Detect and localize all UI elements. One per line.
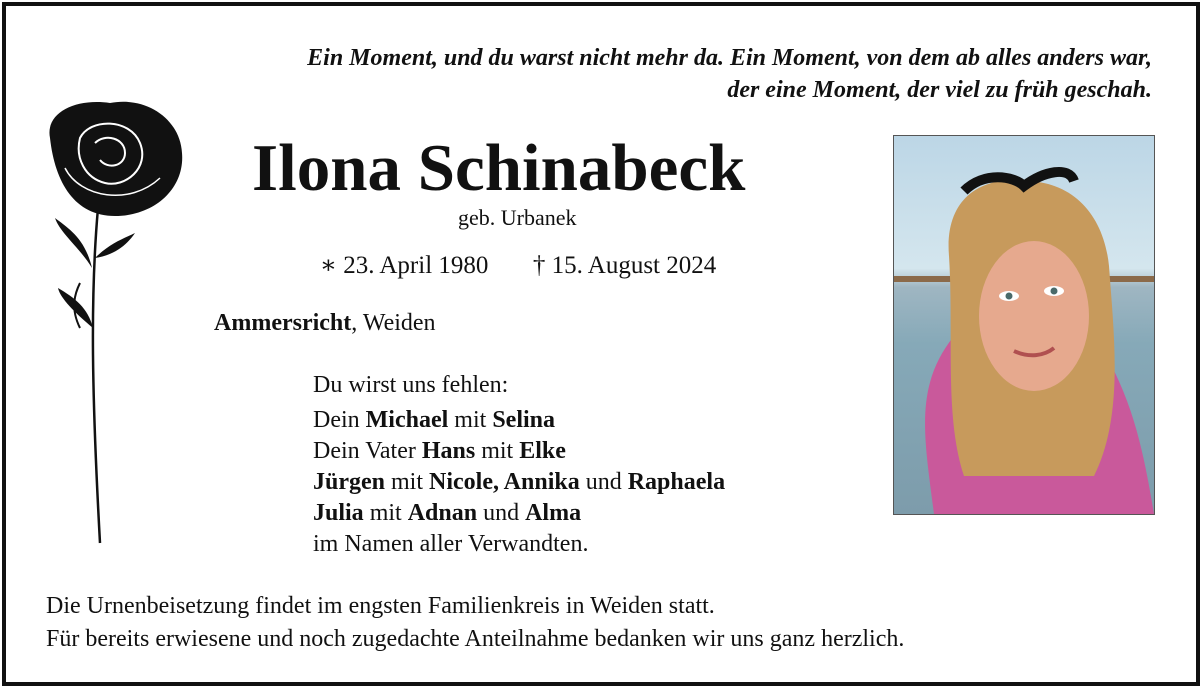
mourner-line <box>313 436 725 467</box>
death-symbol: † <box>532 252 546 279</box>
memorial-quote <box>307 42 1152 106</box>
mourner-name: Julia <box>313 500 364 526</box>
mourner-text: mit <box>385 469 430 495</box>
quote-line: der eine Moment, der viel zu früh geschah. <box>727 77 1152 103</box>
mourner-text: und <box>579 469 628 495</box>
burial-notice: Die Urnenbeisetzung findet im engsten Familienkreis in Weiden statt. <box>46 593 715 619</box>
residence <box>214 310 436 337</box>
mourner-text: mit <box>448 407 493 433</box>
mourner-name: Elke <box>519 438 566 464</box>
mourner-text: im Namen aller Verwandten. <box>313 531 589 557</box>
rose-icon <box>40 98 190 548</box>
thanks-notice: Für bereits erwiesene und noch zugedachte Anteilnahme bedanken wir uns ganz herzlich. <box>46 626 905 652</box>
mourner-name: Adnan <box>407 500 478 526</box>
mourner-name: Alma <box>525 500 582 526</box>
mourner-name: Michael <box>365 407 449 433</box>
mourner-name: Jürgen <box>313 469 385 495</box>
mourner-line <box>313 467 725 498</box>
deceased-name: Ilona Schinabeck <box>252 131 746 205</box>
mourner-name: Raphaela <box>627 469 726 495</box>
mourners-list <box>313 370 725 560</box>
portrait-illustration <box>894 136 1154 514</box>
mourner-line <box>313 529 725 560</box>
mourner-name: Hans <box>421 438 476 464</box>
mourner-text: Dein Vater <box>313 438 422 464</box>
portrait-photo <box>893 135 1155 515</box>
mourner-text: und <box>477 500 526 526</box>
death-date: 15. August 2024 <box>551 252 717 279</box>
mourners-intro: Du wirst uns fehlen: <box>313 372 509 398</box>
mourner-name: Nicole, Annika <box>429 469 580 495</box>
mourner-text: mit <box>363 500 408 526</box>
closing-text <box>46 590 904 656</box>
birth-symbol: ∗ <box>320 252 337 279</box>
mourner-line <box>313 498 725 529</box>
mourner-text: mit <box>475 438 520 464</box>
birth-date: 23. April 1980 <box>343 252 489 279</box>
life-dates <box>320 250 716 280</box>
mourner-text: Dein <box>313 407 366 433</box>
mourner-line <box>313 405 725 436</box>
birth-name: geb. Urbanek <box>458 205 577 230</box>
residence-village: Ammersricht <box>214 310 352 336</box>
mourner-name: Selina <box>492 407 555 433</box>
residence-town: , Weiden <box>351 310 436 336</box>
quote-line: Ein Moment, und du warst nicht mehr da. Ein Moment, von dem ab alles anders war, <box>307 45 1152 71</box>
